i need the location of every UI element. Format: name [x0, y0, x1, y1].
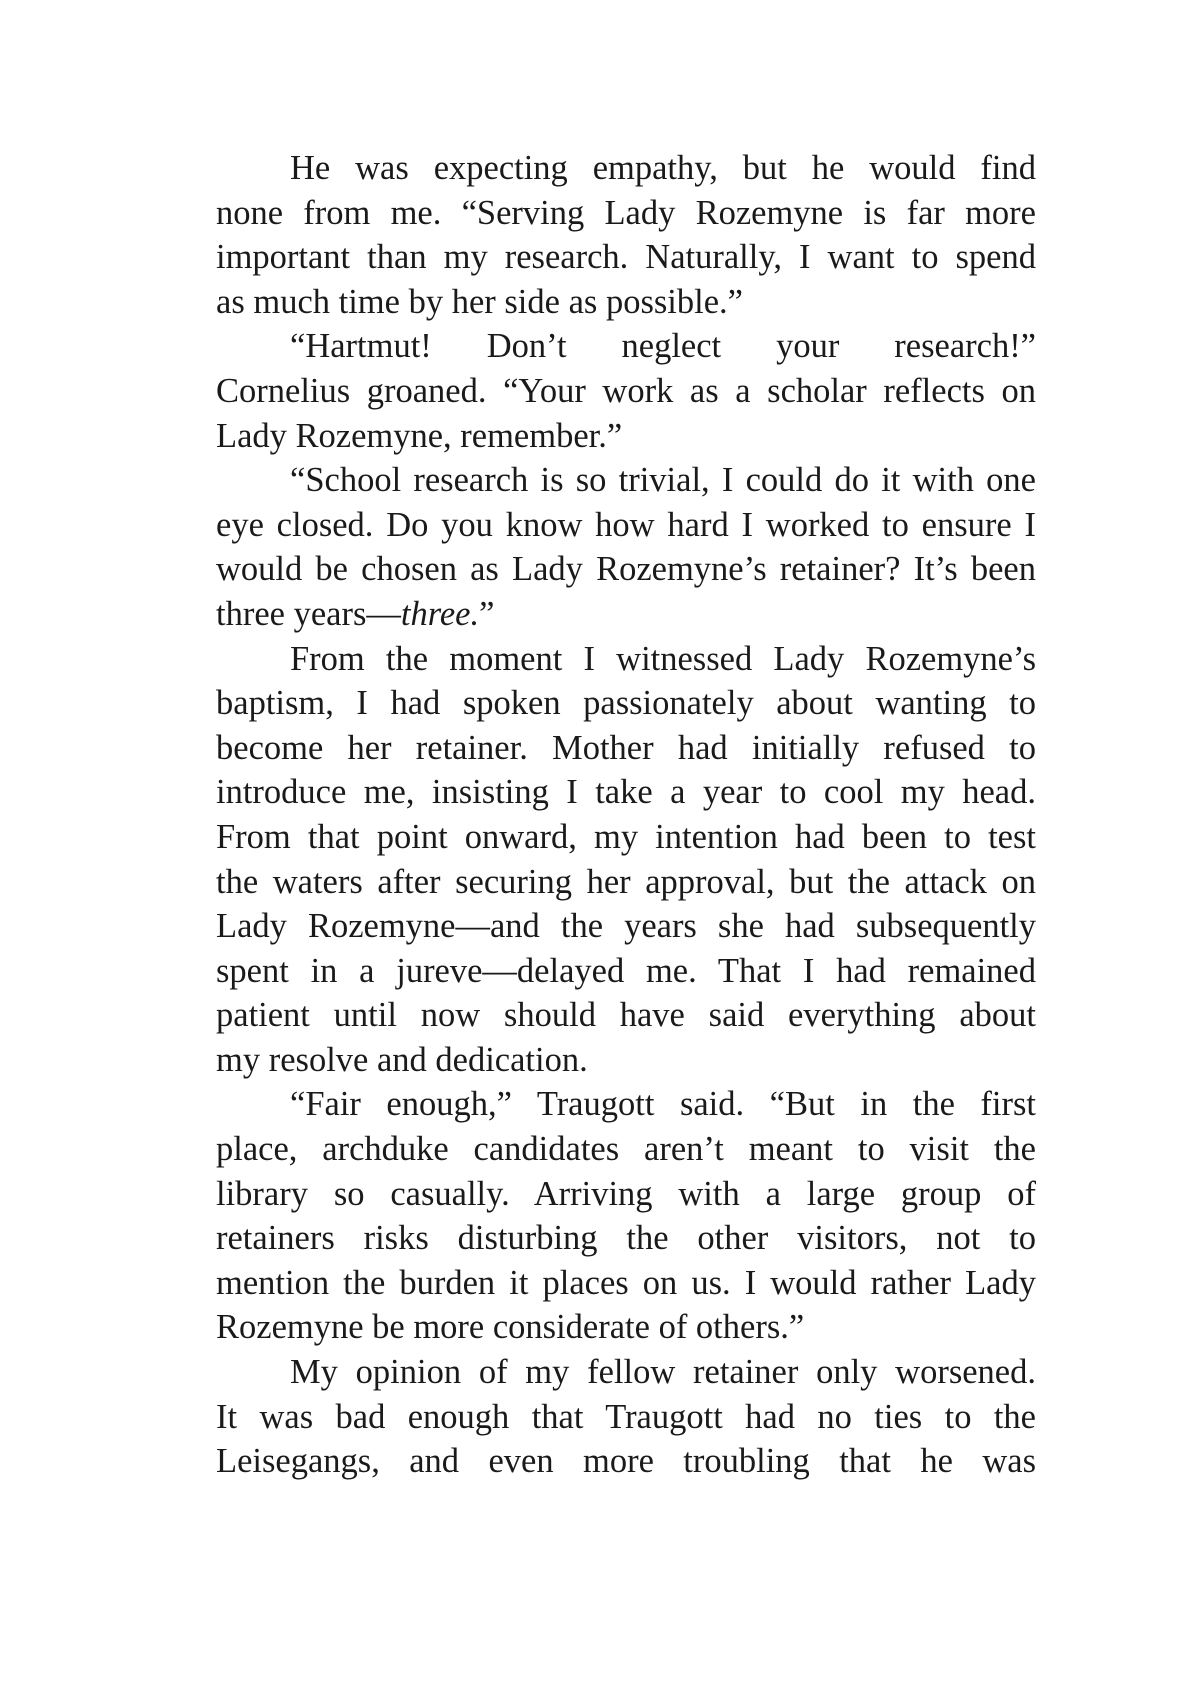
body-text [216, 146, 1036, 1484]
paragraph-4 [216, 637, 1036, 1083]
text-line: Lady Rozemyne, remember.” [216, 416, 623, 455]
text-line: mention the burden it places on us. I would rather Lady [216, 1263, 1036, 1302]
text-line: as much time by her side as possible.” [216, 282, 743, 321]
text-line: “Hartmut! Don’t neglect your research!” [290, 327, 1036, 366]
text-line: none from me. “Serving Lady Rozemyne is far more [216, 193, 1036, 232]
text-fragment: ” [479, 594, 495, 633]
text-line: He was expecting empathy, but he would find [290, 149, 1036, 187]
text-line: Cornelius groaned. “Your work as a scholar reflects on [216, 371, 1036, 410]
text-line: spent in a jureve—delayed me. That I had remained [216, 951, 1036, 990]
paragraph-5 [216, 1082, 1036, 1350]
paragraph-2 [216, 324, 1036, 458]
text-line: become her retainer. Mother had initially refused to [216, 728, 1036, 767]
paragraph-3 [216, 458, 1036, 636]
italic-emphasis: three. [400, 594, 480, 633]
text-fragment: three years— [216, 594, 401, 633]
text-line: introduce me, insisting I take a year to cool my head. [216, 773, 1036, 812]
text-line: Lady Rozemyne—and the years she had subsequently [216, 907, 1036, 946]
text-line: patient until now should have said everything about [216, 996, 1036, 1035]
text-line: Leisegangs, and even more troubling that he was [216, 1442, 1036, 1481]
text-line: My opinion of my fellow retainer only worsened. [290, 1353, 1036, 1392]
text-line: eye closed. Do you know how hard I worked to ensure I [216, 505, 1036, 544]
text-line: my resolve and dedication. [216, 1040, 588, 1079]
paragraph-6 [216, 1350, 1036, 1484]
text-line: place, archduke candidates aren’t meant to visit the [216, 1130, 1036, 1169]
text-line: From the moment I witnessed Lady Rozemyne’s [290, 639, 1036, 678]
text-line [216, 592, 1036, 637]
paragraph-1 [216, 146, 1036, 324]
text-line: the waters after securing her approval, but the attack on [216, 862, 1036, 901]
text-line: It was bad enough that Traugott had no ties to the [216, 1397, 1036, 1436]
text-line: Rozemyne be more considerate of others.” [216, 1308, 805, 1347]
text-line: important than my research. Naturally, I want to spend [216, 238, 1036, 277]
text-line: retainers risks disturbing the other visitors, not to [216, 1219, 1036, 1258]
text-line: library so casually. Arriving with a large group of [216, 1174, 1036, 1213]
text-line: baptism, I had spoken passionately about wanting to [216, 684, 1036, 723]
text-line: would be chosen as Lady Rozemyne’s retainer? It’s been [216, 550, 1036, 589]
text-line: From that point onward, my intention had been to test [216, 817, 1036, 856]
text-line: “School research is so trivial, I could do it with one [290, 461, 1036, 500]
text-line: “Fair enough,” Traugott said. “But in the first [290, 1085, 1036, 1124]
